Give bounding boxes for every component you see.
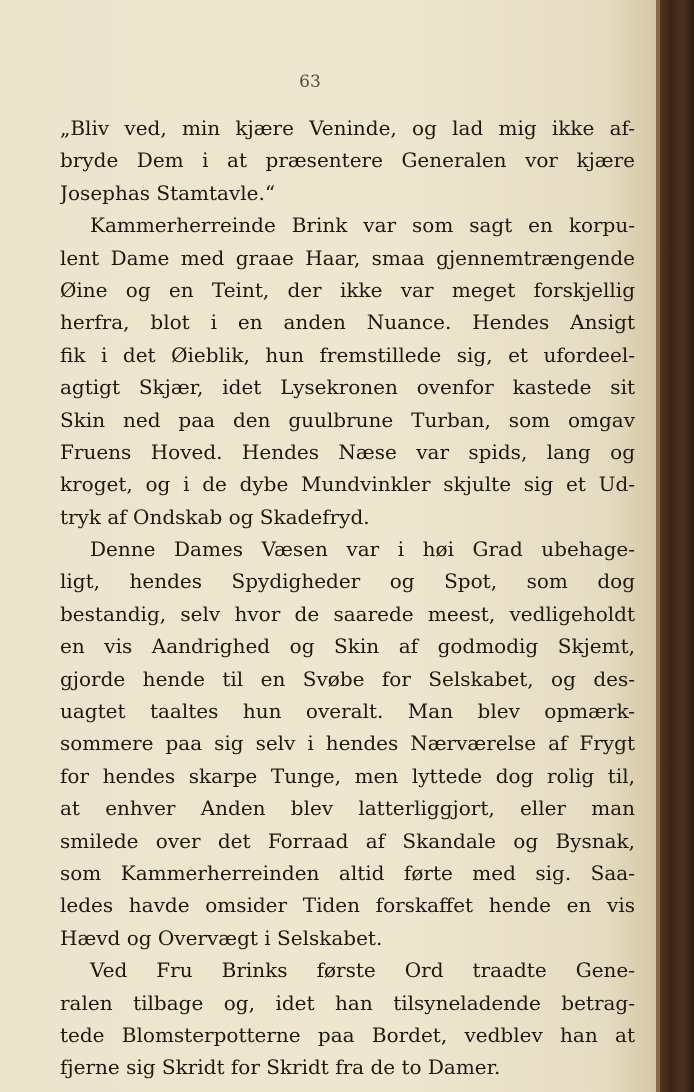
text-line: sommere paa sig selv i hendes Nærværelse af Frygt	[60, 731, 635, 756]
text-line: kroget, og i de dybe Mundvinkler skjulte sig et Ud-	[60, 472, 635, 497]
book-spine	[656, 0, 694, 1092]
text-line: Denne Dames Væsen var i høi Grad ubehage-	[90, 537, 635, 562]
page-edge	[656, 0, 660, 1092]
text-line: fjerne sig Skridt for Skridt fra de to Damer.	[60, 1055, 501, 1080]
text-line: „Bliv ved, min kjære Veninde, og lad mig ikke af-	[60, 116, 635, 140]
body-text	[60, 112, 635, 1084]
text-line: bryde Dem i at præsentere Generalen vor kjære	[60, 148, 635, 173]
text-line: Fruens Hoved. Hendes Næse var spids, lang og	[60, 439, 635, 464]
text-line: Josephas Stamtavle.“	[60, 180, 276, 205]
text-line: Øine og en Teint, der ikke var meget forskjellig	[60, 277, 635, 302]
text-line: en vis Aandrighed og Skin af godmodig Skjemt,	[60, 634, 635, 659]
text-line: Ved Fru Brinks første Ord traadte Gene-	[90, 958, 635, 983]
text-line: ledes havde omsider Tiden forskaffet hende en vis	[60, 893, 635, 918]
text-line: ralen tilbage og, idet han tilsyneladende betrag-	[60, 990, 635, 1015]
text-line: smilede over det Forraad af Skandale og Bysnak,	[60, 828, 635, 853]
text-line: for hendes skarpe Tunge, men lyttede dog rolig til,	[60, 763, 635, 788]
text-line: ligt, hendes Spydigheder og Spot, som dog	[60, 569, 635, 594]
text-line: Kammerherreinde Brink var som sagt en korpu-	[90, 213, 635, 238]
text-line: herfra, blot i en anden Nuance. Hendes Ansigt	[60, 310, 635, 335]
text-line: bestandig, selv hvor de saarede meest, vedligeholdt	[60, 601, 635, 626]
text-line: fik i det Øieblik, hun fremstillede sig, et ufordeel-	[60, 342, 635, 367]
text-line: Hævd og Overvægt i Selskabet.	[60, 925, 383, 950]
text-line: gjorde hende til en Svøbe for Selskabet, og des-	[60, 666, 635, 691]
text-line: at enhver Anden blev latterliggjort, eller man	[60, 796, 635, 821]
paragraph-2	[60, 209, 635, 533]
text-line: lent Dame med graae Haar, smaa gjennemtrængende	[60, 245, 635, 270]
text-line: tede Blomsterpotterne paa Bordet, vedblev han at	[60, 1022, 635, 1047]
paragraph-3	[60, 533, 635, 954]
text-line: uagtet taaltes hun overalt. Man blev opmærk-	[60, 699, 635, 724]
paragraph-1	[60, 112, 635, 209]
page-number: 63	[299, 72, 321, 92]
text-line: agtigt Skjær, idet Lysekronen ovenfor kastede sit	[60, 375, 635, 400]
text-line: som Kammerherreinden altid førte med sig. Saa-	[60, 860, 635, 885]
paragraph-4	[60, 954, 635, 1084]
text-line: tryk af Ondskab og Skadefryd.	[60, 504, 370, 529]
text-line: Skin ned paa den guulbrune Turban, som omgav	[60, 407, 635, 432]
